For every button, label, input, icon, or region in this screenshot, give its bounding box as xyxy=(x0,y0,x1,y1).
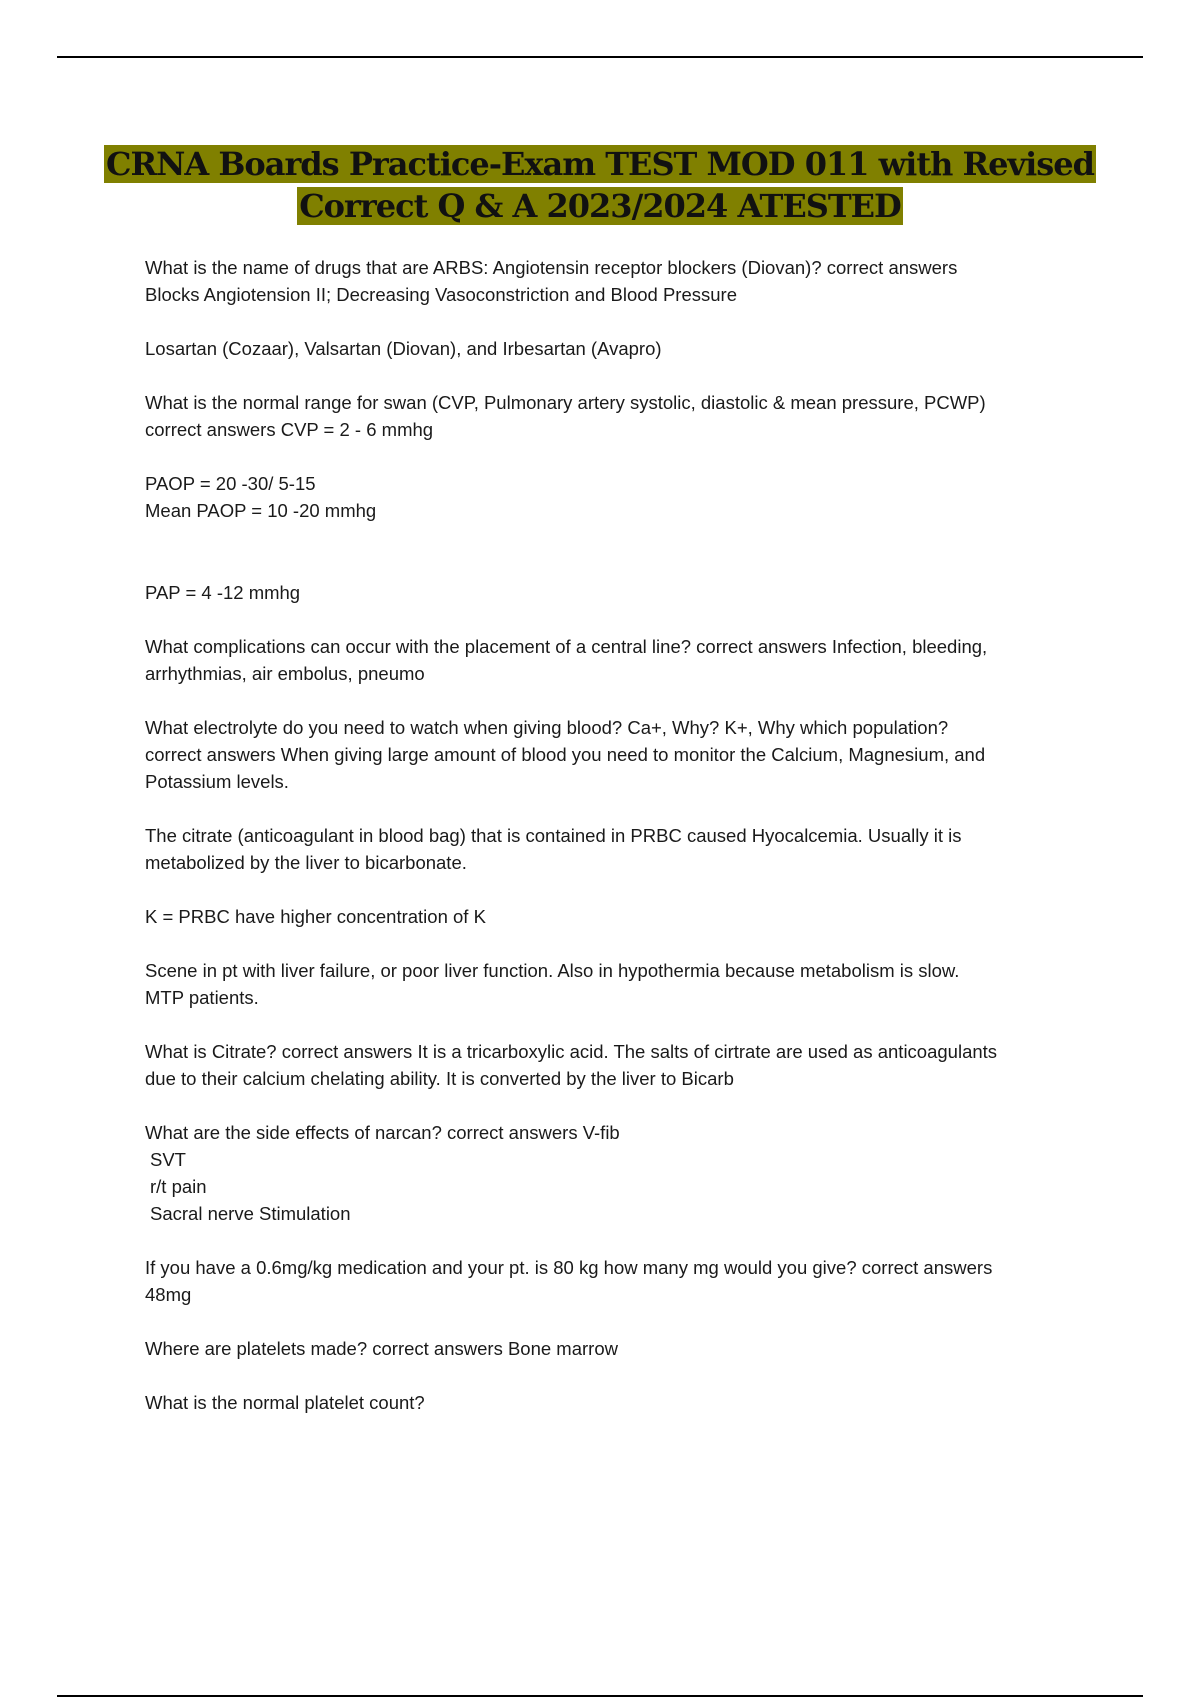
text-line: r/t pain xyxy=(150,1176,207,1197)
text-line: What are the side effects of narcan? correct answers V-fib xyxy=(145,1122,620,1143)
bottom-rule xyxy=(57,1695,1143,1697)
text-line: What is Citrate? correct answers It is a tricarboxylic acid. The salts of cirtrate are used as anticoagulants xyxy=(145,1041,998,1062)
text-line: What is the name of drugs that are ARBS: Angiotensin receptor blockers (Diovan)? correct answers xyxy=(145,257,958,278)
text-line: due to their calcium chelating ability. It is converted by the liver to Bicarb xyxy=(145,1068,734,1089)
text-line: If you have a 0.6mg/kg medication and your pt. is 80 kg how many mg would you give? correct answers xyxy=(145,1257,993,1278)
text-line: What complications can occur with the placement of a central line? correct answers Infection, bleeding, xyxy=(145,636,988,657)
text-line: correct answers CVP = 2 - 6 mmhg xyxy=(145,419,434,440)
text-line: What is the normal range for swan (CVP, Pulmonary artery systolic, diastolic & mean pressure, PCWP) xyxy=(145,392,986,413)
text-line: metabolized by the liver to bicarbonate. xyxy=(145,852,467,873)
text-line: Blocks Angiotension II; Decreasing Vasoconstriction and Blood Pressure xyxy=(145,284,737,305)
text-line: correct answers When giving large amount of blood you need to monitor the Calcium, Magnesium, and xyxy=(145,744,986,765)
document-body xyxy=(145,254,1090,1416)
text-line: Losartan (Cozaar), Valsartan (Diovan), and Irbesartan (Avapro) xyxy=(145,338,662,359)
title-line-2: Correct Q & A 2023/2024 ATESTED xyxy=(299,187,901,225)
text-line: The citrate (anticoagulant in blood bag) that is contained in PRBC caused Hyocalcemia. Usually it is xyxy=(145,825,962,846)
document-title xyxy=(100,143,1100,227)
text-line: K = PRBC have higher concentration of K xyxy=(145,906,486,927)
text-line: Sacral nerve Stimulation xyxy=(150,1203,351,1224)
text-line: What electrolyte do you need to watch when giving blood? Ca+, Why? K+, Why which population? xyxy=(145,717,949,738)
text-line: PAP = 4 -12 mmhg xyxy=(145,582,301,603)
text-line: 48mg xyxy=(145,1284,192,1305)
text-line: What is the normal platelet count? xyxy=(145,1392,425,1413)
text-line: Scene in pt with liver failure, or poor liver function. Also in hypothermia because metabolism is slow. xyxy=(145,960,960,981)
text-line: arrhythmias, air embolus, pneumo xyxy=(145,663,425,684)
top-rule xyxy=(57,56,1143,58)
text-line: SVT xyxy=(150,1149,186,1170)
text-line: Potassium levels. xyxy=(145,771,289,792)
text-line: Where are platelets made? correct answers Bone marrow xyxy=(145,1338,618,1359)
title-line-1: CRNA Boards Practice-Exam TEST MOD 011 with Revised xyxy=(106,145,1094,183)
text-line: MTP patients. xyxy=(145,987,259,1008)
text-line: PAOP = 20 -30/ 5-15 xyxy=(145,473,316,494)
text-line: Mean PAOP = 10 -20 mmhg xyxy=(145,500,377,521)
